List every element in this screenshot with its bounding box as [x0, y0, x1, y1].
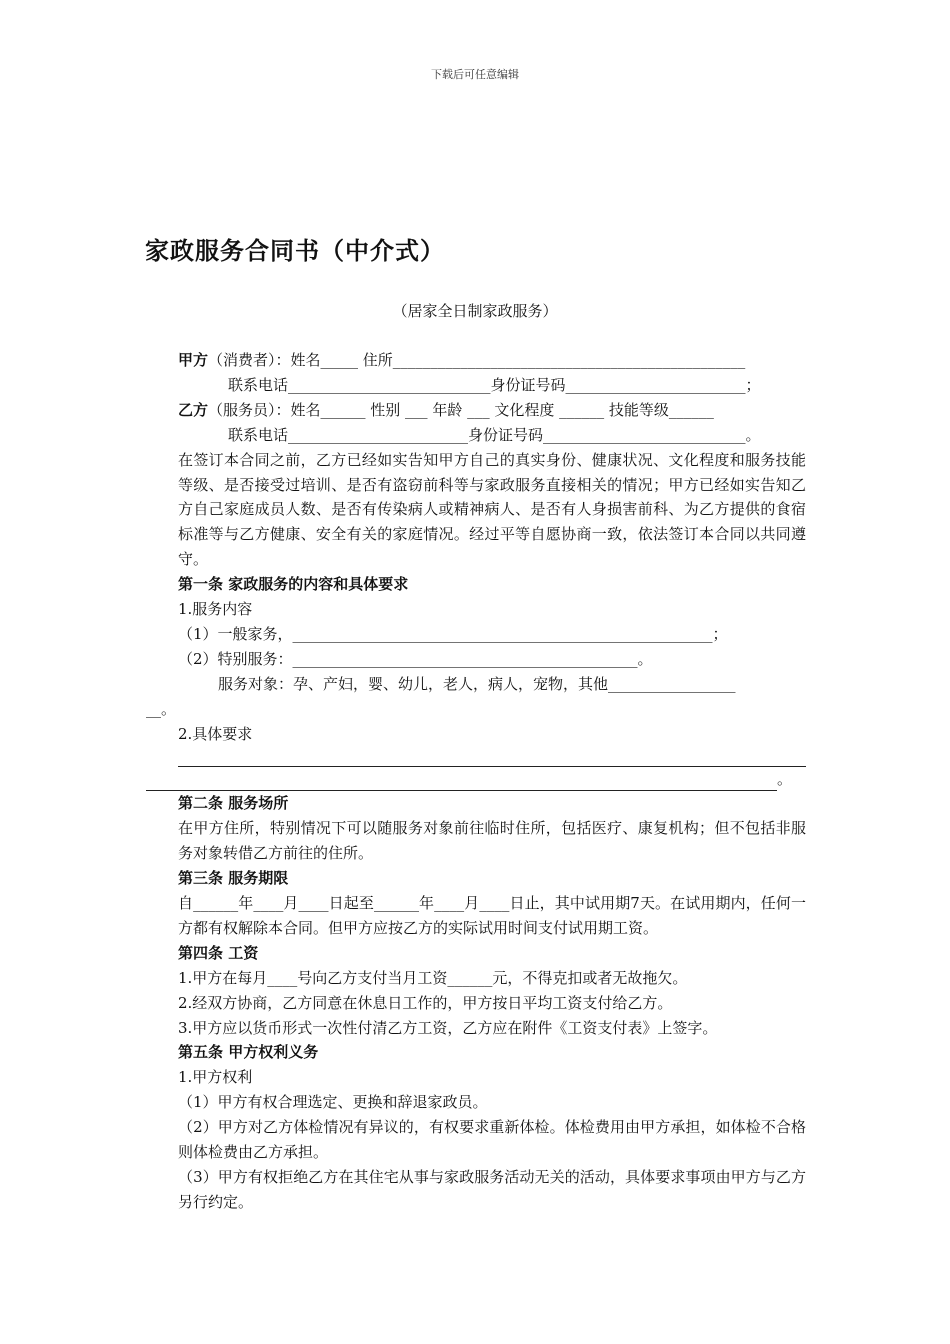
special-service-line: （2）特别服务：______________________________________________。: [178, 649, 653, 668]
article-3-text: 自______年____月____日起至______年____月____日止，其中试用期7天。在试用期内，任何一方都有权解除本合同。但甲方应按乙方的实际试用时间支付试用期工资。: [178, 894, 806, 937]
service-objects-end: __。: [146, 699, 177, 718]
article-3-heading: 第三条 服务期限: [178, 869, 289, 888]
contract-body: [146, 348, 806, 1215]
party-a-line-2: 联系电话___________________________身份证号码________________________；: [228, 375, 761, 394]
article-2-heading: 第二条 服务场所: [178, 794, 289, 813]
party-b-line-1: [146, 398, 806, 423]
service-objects-line: 服务对象：孕、产妇，婴、幼儿，老人，病人，宠物，其他_________________: [218, 674, 736, 693]
requirements-blank-line-2: [146, 767, 806, 792]
article-4-item-1: 1.甲方在每月____号向乙方支付当月工资______元，不得克扣或者无故拖欠。: [178, 968, 688, 987]
article-4-item-3: 3.甲方应以货币形式一次性付清乙方工资，乙方应在附件《工资支付表》上签字。: [178, 1018, 718, 1037]
blank-rule: [178, 747, 806, 767]
party-b-details: （服务员）：姓名______ 性别 ___ 年龄 ___ 文化程度 ______ 技能等级______: [208, 400, 714, 419]
party-a-right-2: （2）甲方对乙方体检情况有异议的，有权要求重新体检。体检费用由甲方承担，如体检不合格则体检费由乙方承担。: [178, 1118, 806, 1162]
party-a-right-3: （3）甲方有权拒绝乙方在其住宅从事与家政服务活动无关的活动，具体要求事项由甲方与乙方另行约定。: [178, 1168, 806, 1211]
party-a-name-address: （消费者）：姓名_____ 住所_______________________________________________: [208, 351, 746, 369]
party-b-line-2: 联系电话________________________身份证号码___________________________。: [228, 425, 761, 444]
service-content-label: 1.服务内容: [178, 600, 253, 619]
blank-rule: [146, 771, 777, 791]
party-a-label: 甲方: [178, 351, 209, 369]
article-2-text: 在甲方住所，特别情况下可以随服务对象前往临时住所，包括医疗、康复机构；但不包括非服务对象转借乙方前往的住所。: [178, 819, 806, 863]
general-housework-line: （1）一般家务，________________________________________________________；: [178, 624, 728, 643]
preamble-paragraph: 在签订本合同之前，乙方已经如实告知甲方自己的真实身份、健康状况、文化程度和服务技能等级、是否接受过培训、是否有盗窃前科等与家政服务直接相关的情况；甲方已经如实告知乙方自己家庭成员人数、是否有传染病人或精神病人、是否有人身损害前科、为乙方提供的食宿标准等与乙方健康、安全有关的家庭情况。经过平等自愿协商一致，依法签订本合同以共同遵守。: [178, 450, 806, 569]
party-a-right-1: （1）甲方有权合理选定、更换和辞退家政员。: [178, 1093, 488, 1112]
specific-requirements-label: 2.具体要求: [178, 724, 253, 743]
article-5-heading: 第五条 甲方权利义务: [178, 1043, 319, 1062]
party-b-label: 乙方: [178, 400, 209, 419]
article-4-heading: 第四条 工资: [178, 943, 259, 962]
page-title: 家政服务合同书（中介式）: [145, 237, 445, 265]
party-a-rights-label: 1.甲方权利: [178, 1068, 253, 1087]
header-note: 下载后可任意编辑: [431, 68, 519, 81]
subtitle: （居家全日制家政服务）: [392, 302, 558, 320]
requirements-end-mark: 。: [776, 769, 792, 788]
article-1-heading: 第一条 家政服务的内容和具体要求: [178, 575, 409, 594]
requirements-blank-line-1: [146, 747, 806, 767]
party-a-line-1: [146, 348, 806, 373]
article-4-item-2: 2.经双方协商，乙方同意在休息日工作的，甲方按日平均工资支付给乙方。: [178, 993, 673, 1012]
